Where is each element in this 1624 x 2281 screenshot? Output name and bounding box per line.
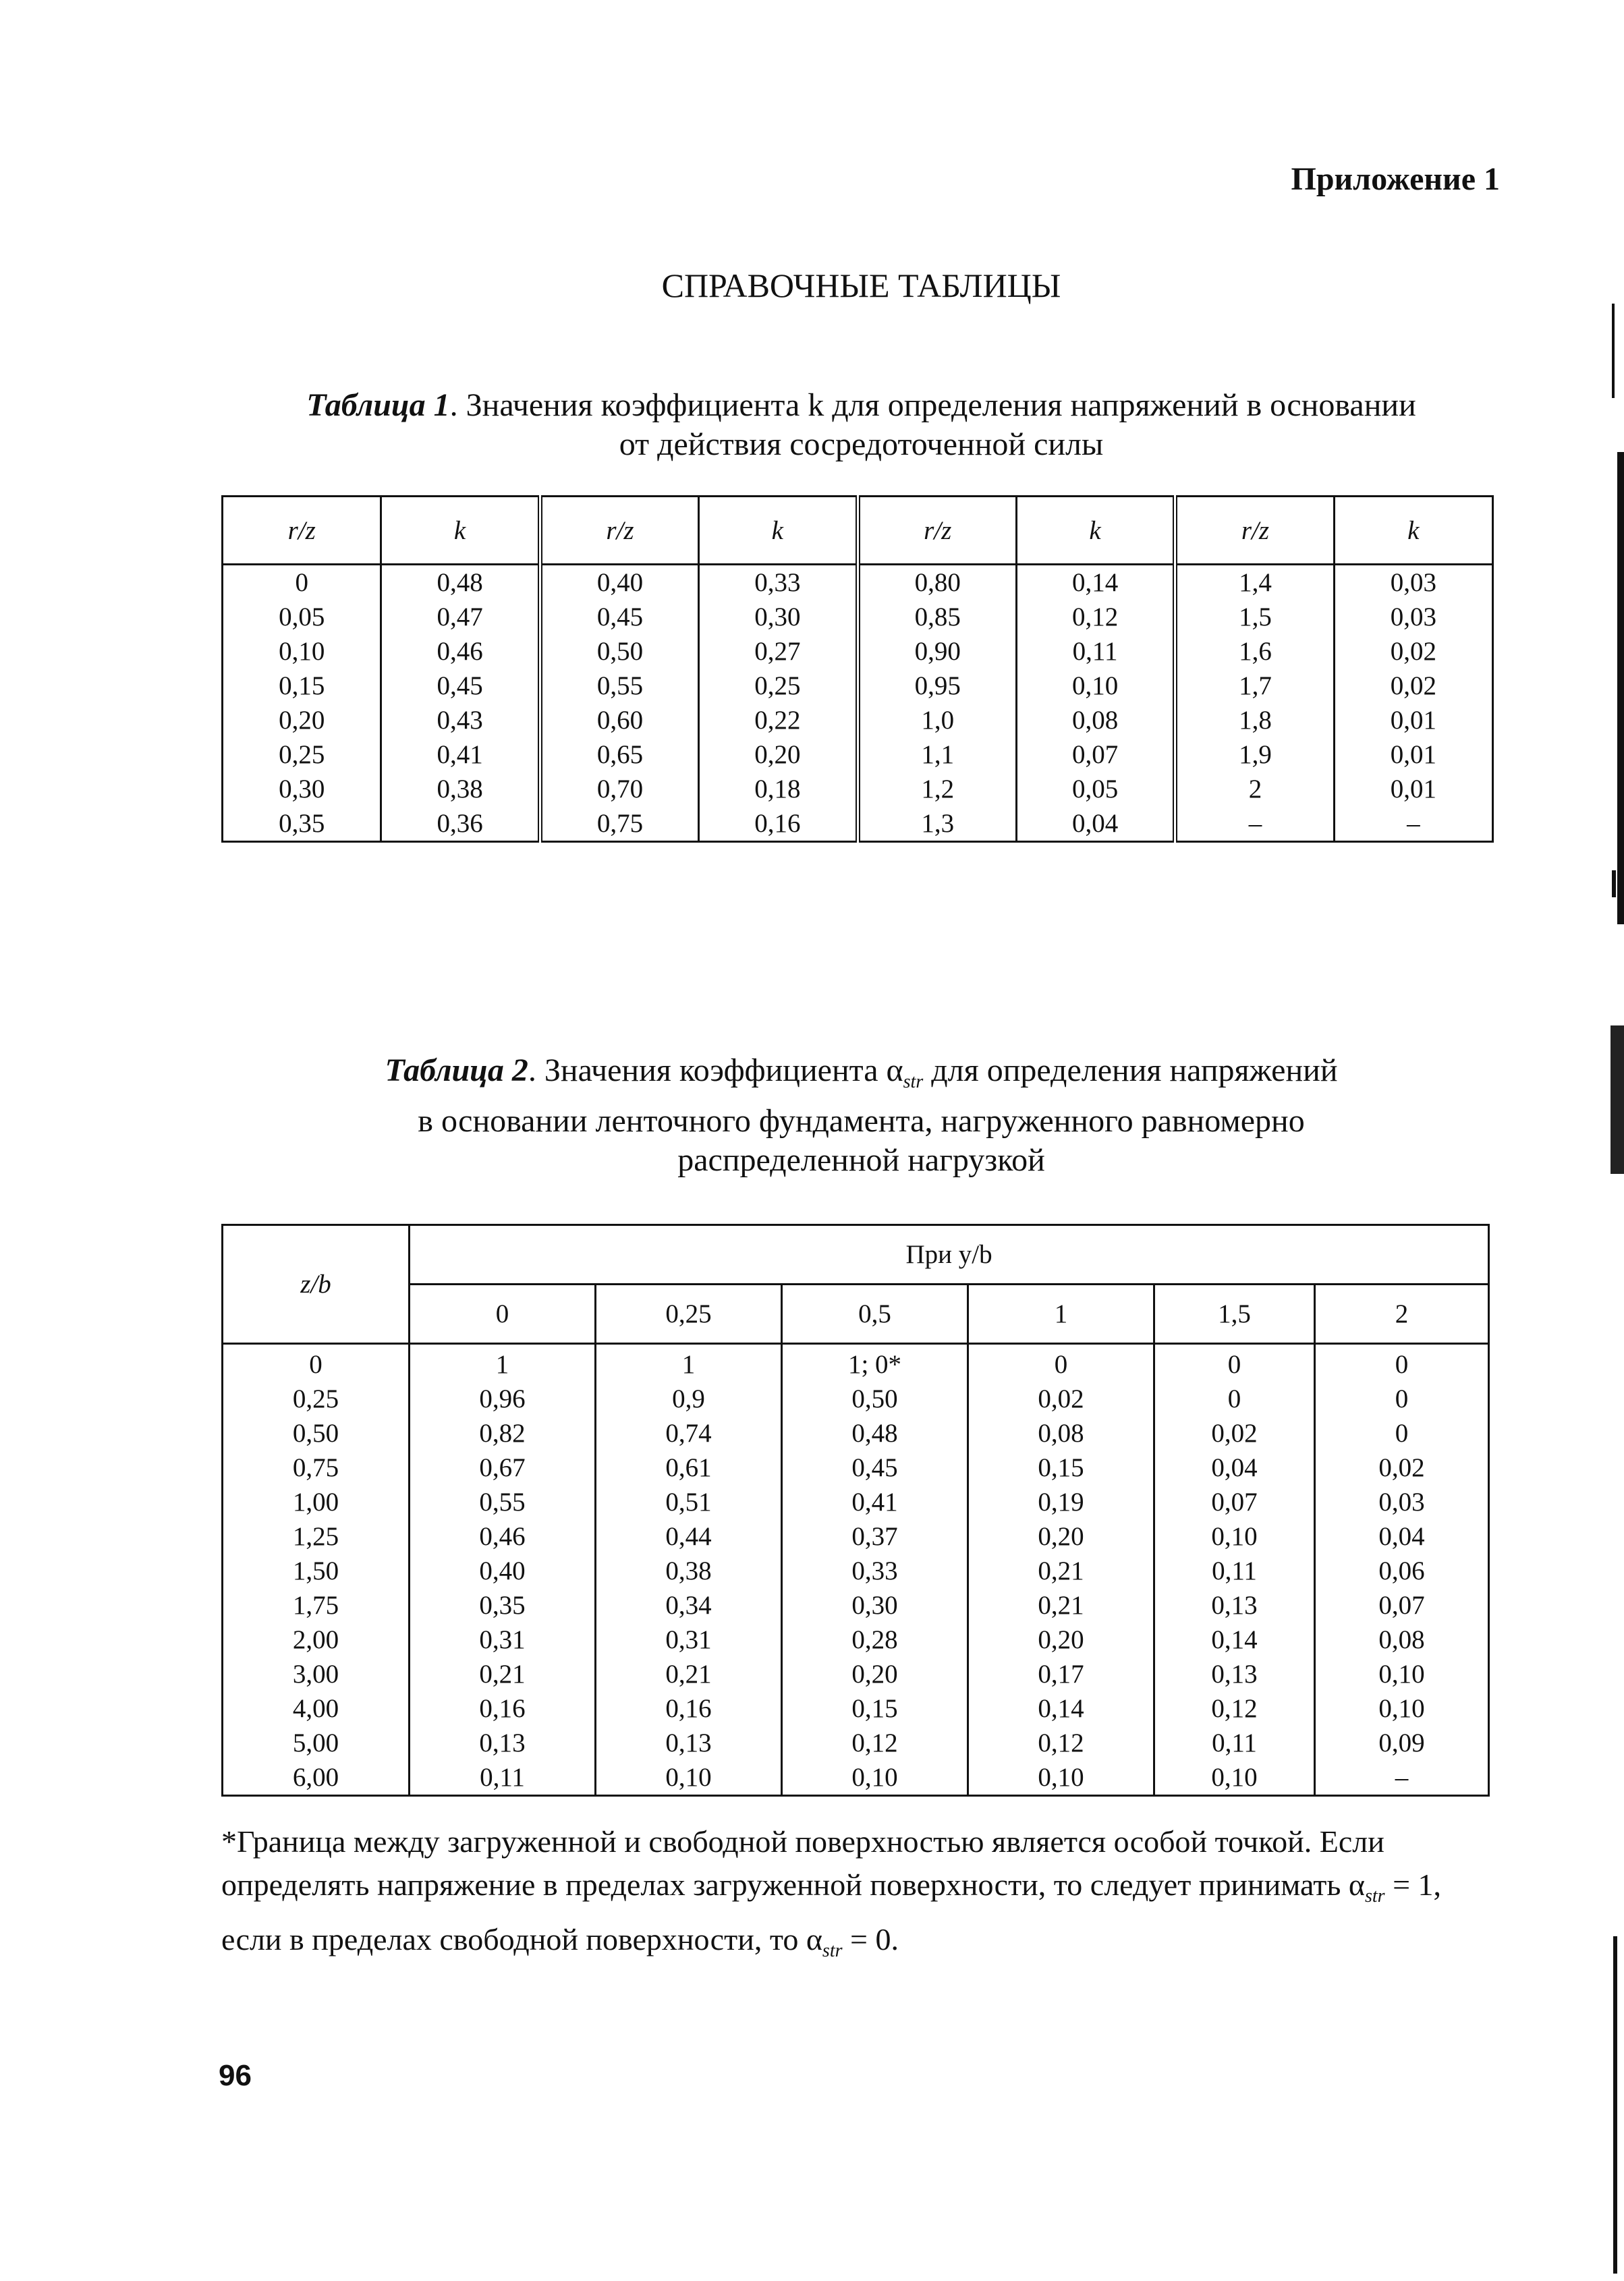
table2-cell: 0,14	[1154, 1623, 1315, 1657]
table1-cell: 1,4	[1175, 565, 1334, 600]
table2-cell: 0,38	[596, 1554, 782, 1588]
table2-cell: 0,13	[1154, 1588, 1315, 1623]
table1-cell: 0,45	[381, 669, 540, 703]
table2-cell: 0,35	[410, 1588, 596, 1623]
page-number: 96	[219, 2059, 252, 2092]
table1-cell: 0,10	[1016, 669, 1175, 703]
table2-row	[223, 1451, 1489, 1485]
table1-caption-line1: . Значения коэффициента k для определения напряжений в основании	[449, 387, 1416, 423]
table2-cell: 0,51	[596, 1485, 782, 1519]
table2-label: Таблица 2	[385, 1052, 528, 1088]
footnote-line3	[221, 1918, 1494, 1973]
footnote-line3-text: если в пределах свободной поверхности, то α	[221, 1922, 822, 1956]
table1-cell: 1,0	[858, 703, 1016, 737]
table1-cell: 0,01	[1334, 703, 1492, 737]
table1-cell: 1,9	[1175, 737, 1334, 772]
table2-cell: 0,44	[596, 1519, 782, 1554]
table1-cell: 0,27	[699, 634, 858, 669]
table1-header-cell: r/z	[540, 497, 698, 565]
table1-cell: 0,01	[1334, 772, 1492, 806]
table2-cell: 0,21	[410, 1657, 596, 1691]
table2-header-cell: 1	[968, 1285, 1154, 1344]
footnote-subscript: str	[822, 1940, 843, 1961]
table2-cell: 0,41	[782, 1485, 968, 1519]
table1-cell: 0,05	[1016, 772, 1175, 806]
table2-caption-subscript: str	[903, 1071, 924, 1092]
table2-cell: 5,00	[223, 1726, 410, 1760]
table1-header-row	[223, 497, 1493, 565]
table1-cell: 0	[223, 565, 381, 600]
table1-cell: 0,47	[381, 600, 540, 634]
table2-cell: 0,09	[1315, 1726, 1489, 1760]
footnote-subscript: str	[1364, 1886, 1385, 1907]
table2-row	[223, 1382, 1489, 1416]
table1-cell: 1,6	[1175, 634, 1334, 669]
table2-cell: 1,25	[223, 1519, 410, 1554]
table2-cell: 1; 0*	[782, 1344, 968, 1382]
table2-cell: 1,00	[223, 1485, 410, 1519]
table1-cell: 2	[1175, 772, 1334, 806]
table1-row	[223, 806, 1493, 842]
table2-cell: 0,31	[596, 1623, 782, 1657]
table1-cell: 0,03	[1334, 565, 1492, 600]
table2-cell: 0	[1315, 1344, 1489, 1382]
table2-header-cell: 0	[410, 1285, 596, 1344]
table2-cell: 0,12	[1154, 1691, 1315, 1726]
table2-cell: 0,08	[968, 1416, 1154, 1451]
table1-cell: 0,25	[223, 737, 381, 772]
table2-header-row-1	[223, 1225, 1489, 1285]
table1-cell: 0,33	[699, 565, 858, 600]
table1-cell: 0,15	[223, 669, 381, 703]
table2-cell: 0	[1315, 1382, 1489, 1416]
table2-cell: 0	[1154, 1344, 1315, 1382]
table1-cell: 0,07	[1016, 737, 1175, 772]
table1-header-cell: r/z	[1175, 497, 1334, 565]
table1-header-cell: k	[699, 497, 858, 565]
table2-cell: 0,75	[223, 1451, 410, 1485]
table2-cell: 0,30	[782, 1588, 968, 1623]
table2-cell: 0,16	[596, 1691, 782, 1726]
footnote-line2-end: = 1,	[1384, 1867, 1442, 1902]
table1-cell: 0,38	[381, 772, 540, 806]
table2-cell: 0,06	[1315, 1554, 1489, 1588]
table2-header-row-2	[223, 1285, 1489, 1344]
table2-row	[223, 1344, 1489, 1382]
page-title: СПРАВОЧНЫЕ ТАБЛИЦЫ	[661, 266, 1061, 304]
table1-cell: 0,25	[699, 669, 858, 703]
table2-cell: 0,40	[410, 1554, 596, 1588]
table1-cell: 0,30	[223, 772, 381, 806]
table1-row	[223, 737, 1493, 772]
footnote-line1: *Граница между загруженной и свободной поверхностью является особой точкой. Если	[221, 1824, 1384, 1859]
table2-group-header: При y/b	[410, 1225, 1489, 1285]
table2-row	[223, 1726, 1489, 1760]
table1	[221, 495, 1494, 843]
table1-cell: 0,08	[1016, 703, 1175, 737]
table2-cell: 0,02	[968, 1382, 1154, 1416]
table2-row	[223, 1760, 1489, 1796]
table2-cell: 3,00	[223, 1657, 410, 1691]
table2-header-cell: 0,25	[596, 1285, 782, 1344]
table1-row	[223, 634, 1493, 669]
table2-cell: 0,10	[596, 1760, 782, 1796]
table2-cell: 0,45	[782, 1451, 968, 1485]
table2-cell: 0,50	[223, 1416, 410, 1451]
table2-cell: 0,34	[596, 1588, 782, 1623]
table2-cell: 0,50	[782, 1382, 968, 1416]
table1-cell: 0,46	[381, 634, 540, 669]
table2-cell: 1,50	[223, 1554, 410, 1588]
table2-cell: 0,13	[1154, 1657, 1315, 1691]
table2-row	[223, 1416, 1489, 1451]
table1-cell: 0,50	[540, 634, 698, 669]
table2-cell: 0	[1154, 1382, 1315, 1416]
table1-cell: 0,04	[1016, 806, 1175, 842]
table1-cell: 1,3	[858, 806, 1016, 842]
table1-cell: 0,20	[223, 703, 381, 737]
table2-cell: 0,03	[1315, 1485, 1489, 1519]
table2-cell: 0,12	[782, 1726, 968, 1760]
table2-caption-line2: в основании ленточного фундамента, нагруженного равномерно	[418, 1103, 1305, 1139]
table2-cell: 0,04	[1315, 1519, 1489, 1554]
table1-cell: 0,55	[540, 669, 698, 703]
table2-cell: 0,07	[1315, 1588, 1489, 1623]
table2-cell: 0	[1315, 1416, 1489, 1451]
table2-cell: 0,96	[410, 1382, 596, 1416]
table1-row	[223, 565, 1493, 600]
table1-cell: 0,95	[858, 669, 1016, 703]
table2-row	[223, 1623, 1489, 1657]
table2-cell: 0,74	[596, 1416, 782, 1451]
table2-header-cell: 0,5	[782, 1285, 968, 1344]
table1-cell: 0,60	[540, 703, 698, 737]
table1-cell: 0,30	[699, 600, 858, 634]
table2-cell: 1	[596, 1344, 782, 1382]
table1-cell: 1,5	[1175, 600, 1334, 634]
table1-cell: 0,10	[223, 634, 381, 669]
table2-cell: 4,00	[223, 1691, 410, 1726]
table1-cell: 0,05	[223, 600, 381, 634]
table1-cell: –	[1175, 806, 1334, 842]
table2-cell: 0,10	[782, 1760, 968, 1796]
table1-cell: 0,36	[381, 806, 540, 842]
table2-cell: 0,10	[1315, 1691, 1489, 1726]
table1-label: Таблица 1	[306, 387, 450, 423]
table1-cell: 0,03	[1334, 600, 1492, 634]
table2-cell: 0,82	[410, 1416, 596, 1451]
table1-caption	[0, 386, 1624, 464]
table2-cell: 0,07	[1154, 1485, 1315, 1519]
table1-cell: 0,18	[699, 772, 858, 806]
table1-row	[223, 600, 1493, 634]
table1-cell: 0,35	[223, 806, 381, 842]
scan-edge-artifact	[1597, 0, 1624, 2281]
footnote-line3-end: = 0.	[842, 1922, 899, 1956]
table2-row	[223, 1485, 1489, 1519]
table1-header-cell: k	[1334, 497, 1492, 565]
table1-cell: 0,45	[540, 600, 698, 634]
table2-row	[223, 1588, 1489, 1623]
table2-cell: 0,10	[1154, 1760, 1315, 1796]
table1-cell: 1,2	[858, 772, 1016, 806]
table1-cell: 0,16	[699, 806, 858, 842]
footnote	[221, 1820, 1494, 1973]
table1-cell: 0,22	[699, 703, 858, 737]
table2-cell: 0,11	[1154, 1554, 1315, 1588]
table1-cell: 0,90	[858, 634, 1016, 669]
table1-cell: 0,40	[540, 565, 698, 600]
table2-cell: 0,55	[410, 1485, 596, 1519]
table2-cell: 0,21	[596, 1657, 782, 1691]
table2-caption-line1-pre: . Значения коэффициента α	[528, 1052, 903, 1088]
table2-cell: 0,28	[782, 1623, 968, 1657]
table2-cell: 0,67	[410, 1451, 596, 1485]
table1-row	[223, 772, 1493, 806]
table2-cell: 0,15	[782, 1691, 968, 1726]
table2-caption-line1-post: для определения напряжений	[923, 1052, 1338, 1088]
table2-cell: 0,61	[596, 1451, 782, 1485]
table2-caption-line3: распределенной нагрузкой	[677, 1142, 1045, 1178]
table2-cell: 0,25	[223, 1382, 410, 1416]
footnote-line2-text: определять напряжение в пределах загруженной поверхности, то следует принимать α	[221, 1867, 1365, 1902]
table1-cell: 0,48	[381, 565, 540, 600]
table2-row-header: z/b	[223, 1225, 410, 1344]
table2-row	[223, 1519, 1489, 1554]
table2-cell: 0,48	[782, 1416, 968, 1451]
table1-cell: 0,01	[1334, 737, 1492, 772]
table2-row	[223, 1691, 1489, 1726]
table2-row	[223, 1554, 1489, 1588]
table2-cell: 0,9	[596, 1382, 782, 1416]
table2-cell: 2,00	[223, 1623, 410, 1657]
table2-cell: 0,04	[1154, 1451, 1315, 1485]
table1-row	[223, 703, 1493, 737]
table1-caption-line2: от действия сосредоточенной силы	[619, 426, 1104, 462]
table2-cell: 0,11	[410, 1760, 596, 1796]
table1-header-cell: r/z	[858, 497, 1016, 565]
table1-cell: 0,02	[1334, 634, 1492, 669]
table2-cell: 0,10	[1315, 1657, 1489, 1691]
table2-cell: 1,75	[223, 1588, 410, 1623]
table1-cell: 0,65	[540, 737, 698, 772]
table2-cell: 0,08	[1315, 1623, 1489, 1657]
table2-cell: 0,20	[968, 1519, 1154, 1554]
table2-cell: 1	[410, 1344, 596, 1382]
table2-cell: –	[1315, 1760, 1489, 1796]
table2-row	[223, 1657, 1489, 1691]
table2-cell: 0,37	[782, 1519, 968, 1554]
table2-cell: 0	[968, 1344, 1154, 1382]
table1-cell: 1,1	[858, 737, 1016, 772]
table2-cell: 0,02	[1154, 1416, 1315, 1451]
table2-cell: 0,15	[968, 1451, 1154, 1485]
table2-cell: 0,11	[1154, 1726, 1315, 1760]
table2-cell: 0,10	[968, 1760, 1154, 1796]
table1-cell: 0,80	[858, 565, 1016, 600]
table2-cell: 0,20	[782, 1657, 968, 1691]
table1-cell: 0,41	[381, 737, 540, 772]
table2	[221, 1224, 1490, 1797]
table2-cell: 6,00	[223, 1760, 410, 1796]
table2-cell: 0,19	[968, 1485, 1154, 1519]
appendix-label: Приложение 1	[1291, 161, 1500, 197]
table2-cell: 0,31	[410, 1623, 596, 1657]
table2-cell: 0,02	[1315, 1451, 1489, 1485]
table1-cell: 0,14	[1016, 565, 1175, 600]
table1-cell: 0,12	[1016, 600, 1175, 634]
table2-caption	[0, 1051, 1624, 1180]
table1-row	[223, 669, 1493, 703]
table1-cell: 1,7	[1175, 669, 1334, 703]
table1-header-cell: r/z	[223, 497, 381, 565]
table2-cell: 0,17	[968, 1657, 1154, 1691]
table2-cell: 0,21	[968, 1554, 1154, 1588]
table1-header-cell: k	[1016, 497, 1175, 565]
table2-header-cell: 2	[1315, 1285, 1489, 1344]
table2-cell: 0,10	[1154, 1519, 1315, 1554]
table2-cell: 0,14	[968, 1691, 1154, 1726]
table1-cell: 0,20	[699, 737, 858, 772]
table2-cell: 0,20	[968, 1623, 1154, 1657]
table2-header-cell: 1,5	[1154, 1285, 1315, 1344]
table1-cell: –	[1334, 806, 1492, 842]
table2-cell: 0,46	[410, 1519, 596, 1554]
table2-cell: 0	[223, 1344, 410, 1382]
table2-cell: 0,12	[968, 1726, 1154, 1760]
table2-cell: 0,33	[782, 1554, 968, 1588]
table1-cell: 0,11	[1016, 634, 1175, 669]
table2-cell: 0,21	[968, 1588, 1154, 1623]
table1-cell: 1,8	[1175, 703, 1334, 737]
table1-cell: 0,75	[540, 806, 698, 842]
table2-cell: 0,13	[596, 1726, 782, 1760]
table1-cell: 0,02	[1334, 669, 1492, 703]
table1-cell: 0,43	[381, 703, 540, 737]
table1-header-cell: k	[381, 497, 540, 565]
table2-cell: 0,13	[410, 1726, 596, 1760]
table1-cell: 0,85	[858, 600, 1016, 634]
table1-cell: 0,70	[540, 772, 698, 806]
table2-cell: 0,16	[410, 1691, 596, 1726]
footnote-line2	[221, 1863, 1494, 1918]
